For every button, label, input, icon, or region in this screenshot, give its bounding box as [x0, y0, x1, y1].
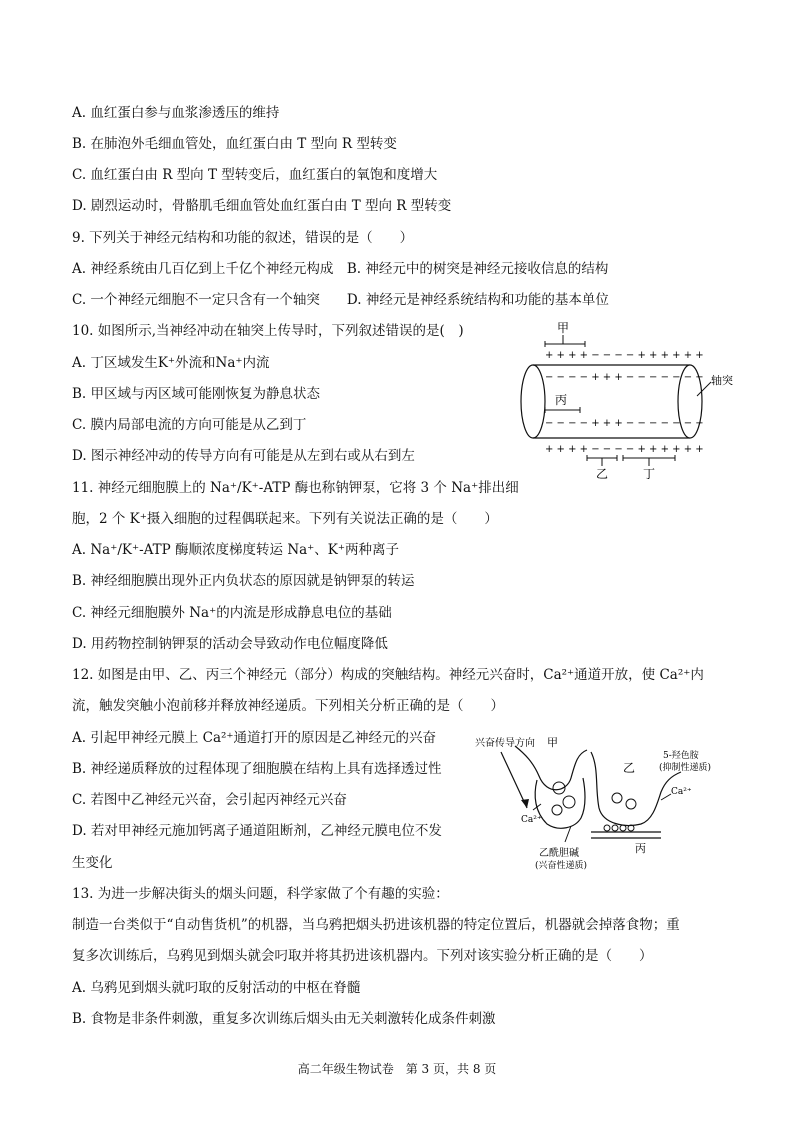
- text-line-l12: D. 图示神经冲动的传导方向有可能是从左到右或从右到左: [72, 448, 415, 464]
- neuron-bing-outline: [591, 832, 661, 838]
- text-line-l11: C. 膜内局部电流的方向可能是从乙到丁: [72, 417, 307, 433]
- axon-label-ding: 丁: [643, 467, 656, 481]
- text-line-l29: A. 乌鸦见到烟头就叼取的反射活动的中枢在脊髓: [72, 980, 361, 996]
- text-line-l25: 生变化: [72, 855, 113, 871]
- text-line-l2: B. 在肺泡外毛细血管处，血红蛋白由 T 型向 R 型转变: [72, 136, 397, 152]
- text-line-l3: C. 血红蛋白由 R 型向 T 型转变后，血红蛋白的氧饱和度增大: [72, 167, 438, 183]
- direction-arrow: [501, 752, 527, 808]
- synapse-diagram: [475, 732, 735, 872]
- text-line-l1: A. 血红蛋白参与血浆渗透压的维持: [72, 105, 280, 121]
- text-line-l8: 10. 如图所示,当神经冲动在轴突上传导时，下列叙述错误的是( ): [72, 323, 464, 339]
- axon-label-axon: 轴突: [711, 374, 733, 387]
- text-line-l18: D. 用药物控制钠钾泵的活动会导致动作电位幅度降低: [72, 636, 388, 652]
- synapse-label-ach: 乙酰胆碱: [539, 848, 579, 859]
- text-line-l20: 流，触发突触小泡前移并释放神经递质。下列相关分析正确的是（ ）: [72, 698, 504, 714]
- axon-label-jia: 甲: [557, 321, 570, 335]
- text-line-l28: 复多次训练后，乌鸦见到烟头就会叼取并将其扔进该机器内。下列对该实验分析正确的是（ ）: [72, 948, 653, 964]
- synapse-label-direction: 兴奋传导方向: [475, 738, 535, 749]
- text-line-l26: 13. 为进一步解决街头的烟头问题，科学家做了个有趣的实验：: [72, 886, 449, 902]
- axon-row-top-inner: − − − − + + + − − − − − − −: [545, 372, 704, 383]
- text-line-l16: B. 神经细胞膜出现外正内负状态的原因就是钠钾泵的转运: [72, 573, 415, 589]
- text-line-l17: C. 神经元细胞膜外 Na⁺的内流是形成静息电位的基础: [72, 605, 392, 621]
- axon-label-yi: 乙: [596, 467, 609, 481]
- text-line-l27: 制造一台类似于“自动售货机”的机器，当乌鸦把烟头扔进该机器的特定位置后，机器就会掉落食物；重: [72, 917, 680, 933]
- page-footer: 高二年级生物试卷 第 3 页，共 8 页: [297, 1062, 497, 1076]
- text-line-l4: D. 剧烈运动时，骨骼肌毛细血管处血红蛋白由 T 型向 R 型转变: [72, 198, 452, 214]
- synapse-label-yi: 乙: [623, 761, 636, 775]
- text-line-l23: C. 若图中乙神经元兴奋，会引起丙神经元兴奋: [72, 792, 347, 808]
- text-line-l5: 9. 下列关于神经元结构和功能的叙述，错误的是（ ）: [72, 230, 414, 246]
- text-line-l21: A. 引起甲神经元膜上 Ca²⁺通道打开的原因是乙神经元的兴奋: [72, 730, 437, 746]
- text-line-l10: B. 甲区域与丙区域可能刚恢复为静息状态: [72, 386, 321, 402]
- axon-label-bing: 丙: [555, 393, 568, 407]
- text-line-l30: B. 食物是非条件刺激，重复多次训练后烟头由无关刺激转化成条件刺激: [72, 1011, 496, 1027]
- synapse-label-jia: 甲: [547, 736, 558, 749]
- axon-diagram: [515, 318, 745, 488]
- axon-row-top-outer: + + + + − − − − + + + + + +: [545, 350, 704, 361]
- text-line-l15: A. Na⁺/K⁺-ATP 酶顺浓度梯度转运 Na⁺、K⁺两种离子: [72, 542, 400, 558]
- synapse-label-serotonin: 5-羟色胺: [663, 751, 699, 761]
- text-line-l7: C. 一个神经元细胞不一定只含有一个轴突 D. 神经元是神经系统结构和功能的基本单位: [72, 292, 609, 308]
- neuron-jia-outline: [515, 746, 587, 790]
- synapse-label-ca-right: Ca²⁺: [671, 787, 692, 797]
- synapse-label-ca-left: Ca²⁺: [521, 815, 542, 825]
- synapse-label-ach-note: (兴奋性递质): [535, 861, 588, 871]
- text-line-l9: A. 丁区域发生K⁺外流和Na⁺内流: [72, 355, 270, 371]
- axon-row-bot-inner: − − − − + + + − − − − − − −: [545, 418, 704, 429]
- text-line-l24: D. 若对甲神经元施加钙离子通道阻断剂，乙神经元膜电位不发: [72, 823, 442, 839]
- axon-row-bot-outer: + + + + − − − − + + + + + +: [545, 444, 704, 455]
- synapse-label-bing: 丙: [635, 842, 646, 855]
- text-line-l13: 11. 神经元细胞膜上的 Na⁺/K⁺-ATP 酶也称钠钾泵，它将 3 个 Na⁺排出细: [72, 480, 519, 496]
- text-line-l19: 12. 如图是由甲、乙、丙三个神经元（部分）构成的突触结构。神经元兴奋时，Ca²⁺通道开放，使 Ca²⁺内: [72, 667, 704, 683]
- text-line-l6: A. 神经系统由几百亿到上千亿个神经元构成 B. 神经元中的树突是神经元接收信息的结构: [72, 261, 609, 277]
- text-line-l22: B. 神经递质释放的过程体现了细胞膜在结构上具有选择透过性: [72, 761, 442, 777]
- text-line-l14: 胞，2 个 K⁺摄入细胞的过程偶联起来。下列有关说法正确的是（ ）: [72, 511, 498, 527]
- synapse-label-serotonin-note: (抑制性递质): [659, 763, 712, 773]
